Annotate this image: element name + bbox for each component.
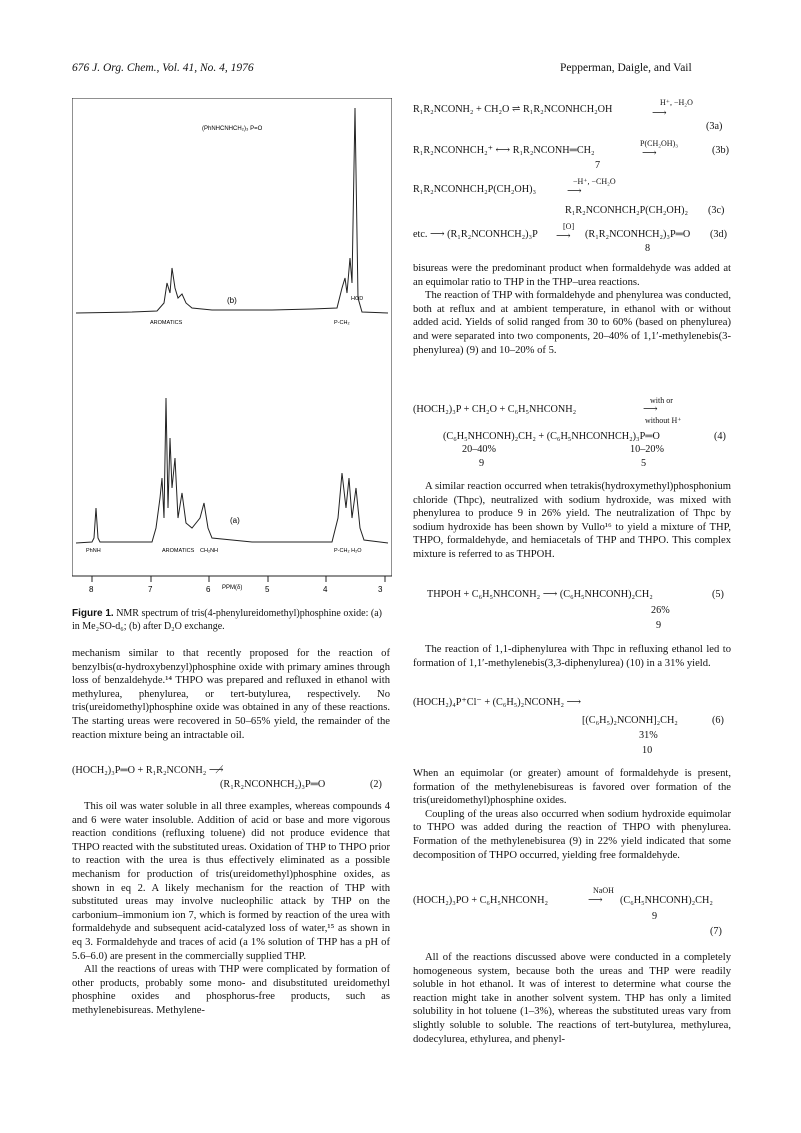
equation-3d-right: (R₁R₂NCONHCH₂)₃P═O <box>585 229 691 240</box>
equation-4-number: (4) <box>714 431 726 442</box>
aromatics-a-label: AROMATICS <box>162 548 195 554</box>
equation-2-line1: (HOCH₂)₃P═O + R₁R₂NCONH₂ ⟶̸ <box>72 765 224 776</box>
running-header-left: 676 J. Org. Chem., Vol. 41, No. 4, 1976 <box>72 62 254 74</box>
equation-7-number: (7) <box>710 926 722 937</box>
equation-6-number: (6) <box>712 715 724 726</box>
equation-3d-left: etc. ⟶ (R₁R₂NCONHCH₂)₃P <box>413 229 538 240</box>
paragraph: The reaction of THP with formaldehyde and phenylurea was conducted, both at reflux and at ambient temperature, in ethanol with or without added acid. Yields of solid ranged from 30 to 60% (based on phenylurea) and were separated into two components, 20–40% of 1,1′-methylenebis(3-phenylurea) (9) and 10–20% of 5. <box>413 290 731 356</box>
paragraph: A similar reaction occurred when tetrakis(hydroxymethyl)phosphonium chloride (Thpc), neutralized with sodium hydroxide, was mixed with phenylurea to produce 9 in 26% yield. The neutralization of Thpc by sodium hydroxide has been shown by Vullo¹⁶ to yield a mixture of THP, THPO, formaldehyde, and hemiacetals of THP and THPO. This complex mixture is referred to as THPOH. <box>413 481 731 560</box>
equation-3a: R₁R₂NCONH₂ + CH₂O ⇌ R₁R₂NCONHCH₂OH <box>413 104 613 115</box>
equation-7-right: (C₆H₅NHCONH)₂CH₂ <box>620 895 713 906</box>
ppm-label: PPM(δ) <box>222 585 243 591</box>
figure-caption-label: Figure 1. <box>72 608 114 619</box>
pch2-b-label: P-CH₂ <box>334 320 350 326</box>
compound-label: (PhNHCNHCH₂)₃ P=O <box>202 126 263 132</box>
equation-3a-number: (3a) <box>706 121 723 132</box>
equation-7-left: (HOCH₂)₃PO + C₆H₅NHCONH₂ <box>413 895 549 906</box>
equation-7-arrow: ⟶ <box>588 895 603 906</box>
compound-7-label: 7 <box>595 160 601 171</box>
equation-7-arrow-label: NaOH <box>593 886 614 895</box>
equation-6-compound-10: 10 <box>642 745 653 756</box>
compound-8-label: 8 <box>645 243 651 254</box>
equation-3b-arrow: ⟶ <box>642 148 657 159</box>
equation-6-yield: 31% <box>639 730 658 741</box>
equation-5: THPOH + C₆H₅NHCONH₂ ⟶ (C₆H₅NHCONH)₂CH₂ <box>427 589 653 600</box>
equation-7-compound-9: 9 <box>652 911 658 922</box>
paragraph: All of the reactions discussed above were conducted in a completely homogeneous system, because both the ureas and THP were readily soluble in hot ethanol. It was of interest to determine what course the reaction might take in another solvent system. THP has only a limited solubility in hot toluene (1–3%), whereas the substituted ureas vary from slightly soluble to soluble. The reactions of tert-butylurea, methylurea, dodecylurea, ethylurea, and phenyl- <box>413 952 731 1045</box>
right-column-block-4 <box>413 767 731 862</box>
equation-4-compound-5: 5 <box>641 458 647 469</box>
equation-5-yield: 26% <box>651 605 670 616</box>
tick-label: 4 <box>323 585 328 594</box>
pch2-h2o-label: P-CH₂ H₂O <box>334 548 362 554</box>
equation-2-line2: (R₁R₂NCONHCH₂)₃P═O <box>220 779 326 790</box>
equation-3c-right: R₁R₂NCONHCH₂P(CH₂OH)₂ <box>565 205 689 216</box>
equation-2-number: (2) <box>370 779 382 790</box>
equation-5-number: (5) <box>712 589 724 600</box>
equation-3b-arrow-label: P(CH₂OH)₃ <box>640 139 679 148</box>
equation-4-yield-2: 10–20% <box>630 444 664 455</box>
equation-4-arrow: ⟶ <box>643 404 658 415</box>
paragraph: When an equimolar (or greater) amount of formaldehyde is present, formation of the methylenebisureas is favored over formation of the tris(ureidomethyl)phosphine oxides. <box>413 768 731 807</box>
equation-3b-number: (3b) <box>712 145 729 156</box>
equation-3a-arrow-label: H⁺, −H₂O <box>660 98 693 107</box>
equation-4-right: (C₆H₅NHCONH)₂CH₂ + (C₆H₅NHCONHCH₂)₃P═O <box>443 431 660 442</box>
nmr-spectrum-figure <box>72 98 392 598</box>
right-column-block-5 <box>413 951 731 1046</box>
figure-caption <box>72 608 390 633</box>
paragraph: mechanism similar to that recently proposed for the reaction of benzylbis(α-hydroxybenzyl)phosphine oxide with primary amines through loss of benzaldehyde.¹⁴ THPO was prepared and refluxed in ethanol with methylurea, phenylurea, or tert-butylurea, respectively. No tris(ureidomethyl)phosphine oxide was obtained in any of these reactions. The starting ureas were recovered in 50–65% yield, the remainder of the reaction mixture being an intractable oil. <box>72 648 390 741</box>
equation-3c-left: R₁R₂NCONHCH₂P(CH₂OH)₃ <box>413 184 537 195</box>
right-column-block-1 <box>413 262 731 357</box>
left-column-top <box>72 647 390 742</box>
equation-6-right: [(C₆H₅)₂NCONH]₂CH₂ <box>582 715 678 726</box>
figure-caption-text: NMR spectrum of tris(4-phenylureidomethyl)phosphine oxide: (a) in Me₂SO-d₆; (b) after D₂O exchange. <box>72 608 382 632</box>
equation-4-left: (HOCH₂)₃P + CH₂O + C₆H₅NHCONH₂ <box>413 404 577 415</box>
running-header-right: Pepperman, Daigle, and Vail <box>560 62 692 74</box>
paragraph: bisureas were the predominant product when formaldehyde was added at an equimolar ratio to THP in the THP–urea reactions. <box>413 263 731 288</box>
spectrum-a-label: (a) <box>230 516 240 525</box>
tick-label: 8 <box>89 585 94 594</box>
left-column-bottom <box>72 800 390 1018</box>
tick-label: 6 <box>206 585 211 594</box>
paragraph: Coupling of the ureas also occurred when sodium hydroxide equimolar to THPO was added during the reaction of THPO with phenylurea. Formation of the methylenebisurea (9) in 22% yield indicated that some decomposition of THPO occurred, yielding free formaldehyde. <box>413 808 731 861</box>
right-column-block-2 <box>413 480 731 562</box>
equation-3d-arrow: ⟶ <box>556 231 571 242</box>
equation-3d-number: (3d) <box>710 229 727 240</box>
tick-label: 5 <box>265 585 270 594</box>
equation-6-left: (HOCH₂)₄P⁺Cl⁻ + (C₆H₅)₂NCONH₂ ⟶ <box>413 697 582 708</box>
equation-4-arrow-top: with or <box>650 396 673 405</box>
equation-3a-arrow: ⟶ <box>652 108 667 119</box>
spectrum-b-label: (b) <box>227 296 237 305</box>
aromatics-b-label: AROMATICS <box>150 320 183 326</box>
equation-4-compound-9: 9 <box>479 458 485 469</box>
phnh-label: PhNH <box>86 548 101 554</box>
paragraph: The reaction of 1,1-diphenylurea with Thpc in refluxing ethanol led to formation of 1,1′-methylenebis(3,3-diphenylurea) (10) in a 31% yield. <box>413 644 731 669</box>
equation-3b: R₁R₂NCONHCH₂⁺ ⟷ R₁R₂NCONH═CH₂ <box>413 145 595 156</box>
ch2nh-label: CH₂NH <box>200 548 219 554</box>
tick-label: 3 <box>378 585 383 594</box>
hod-label: HOD <box>351 296 364 302</box>
right-column-block-3 <box>413 643 731 670</box>
equation-3c-arrow: ⟶ <box>567 186 582 197</box>
equation-3d-arrow-label: [O] <box>563 222 575 231</box>
tick-label: 7 <box>148 585 153 594</box>
equation-5-compound-9: 9 <box>656 620 662 631</box>
paragraph: This oil was water soluble in all three examples, whereas compounds 4 and 6 were water insoluble. Addition of acid or base and more vigorous reaction conditions (refluxing toluene) did not produce evidence that THPO reacted with the substituted ureas. Oxidation of THP to THPO prior to reaction with the urea is thus effectively eliminated as a possible mechanism for production of tris(ureidomethyl)phosphine oxides, as shown in eq 2. A likely mechanism for the reaction of THP with substituted ureas may involve nucleophilic attack by THP on the carbonium–immonium ion 7, which is formed by reaction of the urea with formaldehyde and subsequent acid-catalyzed loss of water,¹⁵ as shown in eq 3. Formaldehyde and traces of acid (a 1% solution of THP has a pH of 5.6–6.0) are present in the commercially supplied THP. <box>72 801 390 962</box>
equation-3c-arrow-label: −H⁺, −CH₂O <box>573 177 616 186</box>
paragraph: All the reactions of ureas with THP were complicated by formation of other products, probably some mono- and disubstituted ureidomethyl phosphine oxides and phosphorus-free products, such as methylenebisureas. Methylene- <box>72 964 390 1016</box>
equation-3c-number: (3c) <box>708 205 725 216</box>
equation-4-yield-1: 20–40% <box>462 444 496 455</box>
equation-4-arrow-bottom: without H⁺ <box>645 416 682 425</box>
